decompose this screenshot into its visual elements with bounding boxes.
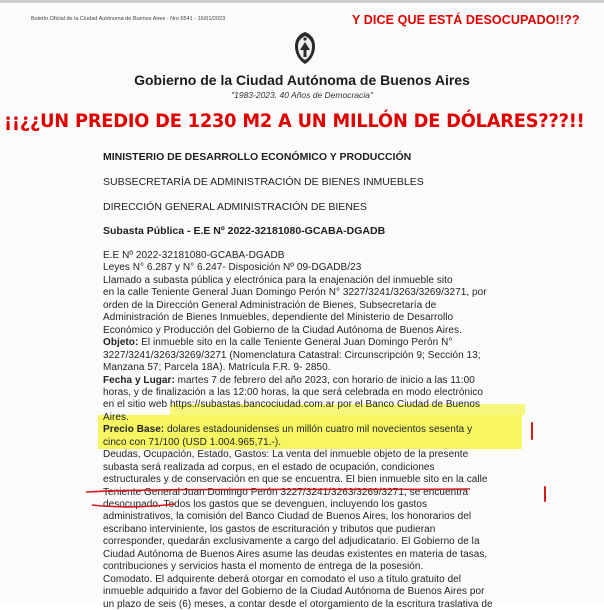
annotation-headline: ¡¡¿¿UN PREDIO DE 1230 M2 A UN MILLÓN DE DÓLARES???!! (4, 110, 585, 132)
body-line-text: Económico y Producción del Gobierno de la Ciudad Autónoma de Buenos Aires. (103, 324, 462, 336)
body-line-text: Leyes N° 6.287 y N° 6.247- Disposición Nº 09-DGADB/23 (103, 262, 362, 274)
body-line-text: orden de la Dirección General Administración de Bienes, Subsecretaría de (103, 299, 437, 311)
body-line-text: martes 7 de febrero del año 2023, con horario de inicio a las 11:00 (174, 374, 475, 386)
government-title: Gobierno de la Ciudad Autónoma de Buenos Aires (134, 72, 470, 88)
body-line-label: Precio Base: (103, 424, 165, 436)
body-line-text: desocupado. Todos los gastos que se devenguen, incluyendo los gastos (103, 499, 427, 510)
annotation-top-right: Y DICE QUE ESTÁ DESOCUPADO!!?? (352, 13, 580, 27)
bulletin-header: Boletín Oficial de la Ciudad Autónoma de Buenos Aires - Nro 6541 - 16/01/2023 (31, 16, 226, 22)
body-line-text: un plazo de seis (6) meses, a contar desde el otorgamiento de la escritura traslativa de (103, 598, 493, 610)
body-line-text: inmueble adquirido a favor del Gobierno de la Ciudad Autónoma de Buenos Aires por (103, 586, 485, 598)
body-line-text: Deudas, Ocupación, Estado, Gastos: La venta del inmueble objeto de la presente (103, 449, 469, 461)
body-line-text: Llamado a subasta pública y electrónica para la enajenación del inmueble sito (103, 274, 453, 286)
body-line-text: 3227/3241/3263/3269/3271 (Nomenclatura Catastral: Circunscripción 9; Sección 13; (103, 349, 481, 361)
subasta-title: Subasta Pública - E.E Nº 2022-32181080-GCABA-DGADB (103, 225, 386, 237)
direction-heading: DIRECCIÓN GENERAL ADMINISTRACIÓN DE BIENES (103, 201, 367, 213)
red-margin-mark (544, 486, 546, 502)
subsecretariat-heading: SUBSECRETARÍA DE ADMINISTRACIÓN DE BIENES INMUEBLES (103, 176, 424, 188)
body-line-text: cinco con 71/100 (USD 1.004.965,71.-). (103, 436, 282, 448)
body-line-label: Fecha y Lugar: (103, 374, 175, 386)
body-line-text: estructurales y de conservación en que se encuentra. El bien inmueble sito en la calle (103, 474, 488, 486)
body-line-text: Manzana 57; Parcela 18A). Matrícula F.R. 9- 2850. (103, 362, 331, 374)
government-motto: "1983-2023. 40 Años de Democracia" (231, 90, 373, 100)
body-line-text: escribano interviniente, los gastos de escrituración y tributos que pudieran (103, 523, 436, 535)
body-line-text: subasta será realizada ad corpus, en el estado de ocupación, condiciones (103, 461, 435, 473)
body-line-text: Ciudad Autónoma de Buenos Aires asume las deudas existentes en materia de tasas, (103, 548, 488, 560)
body-line-text: Comodato. El adquirente deberá otorgar en comodato el uso a título gratuito del (103, 573, 462, 585)
body-line-text: horas, y de finalización a las 12:00 horas, la que será celebrada en modo electrónico (103, 386, 484, 398)
body-line-text: contribuciones y servicios hasta el momento de entrega de la posesión. (103, 561, 424, 573)
body-line-text: Administración de Bienes Inmuebles, dependiente del Ministerio de Desarrollo (103, 312, 454, 324)
body-line-text: Teniente General Juan Domingo Perón 3227/3241/3263/3269/3271, se encuentra (103, 486, 469, 498)
body-line-text: Aires. (103, 411, 129, 423)
body-line-text: El inmueble sito en la calle Teniente General Juan Domingo Perón N° (138, 337, 453, 349)
body-line-label: Objeto: (103, 337, 139, 349)
body-line-text: en el sitio web https://subastas.bancociudad.com.ar por el Banco Ciudad de Buenos (103, 399, 481, 411)
body-line-text: administrativos, la comisión del Banco Ciudad de Buenos Aires, los honorarios del (103, 511, 472, 523)
body-line-text: dolares estadounidenses un millón cuatro mil novecientos sesenta y (164, 424, 473, 436)
body-line-text: corresponder, quedarán exclusivamente a cargo del adjudicatario. El Gobierno de la (103, 536, 480, 548)
body-line-text: en la calle Teniente General Juan Domingo Perón N° 3227/3241/3263/3269/3271, por (103, 287, 487, 299)
red-margin-mark (531, 422, 533, 440)
ministry-heading: MINISTERIO DE DESARROLLO ECONÓMICO Y PRODUCCIÓN (103, 151, 412, 163)
body-line-text: E.E Nº 2022-32181080-GCABA-DGADB (103, 250, 285, 261)
